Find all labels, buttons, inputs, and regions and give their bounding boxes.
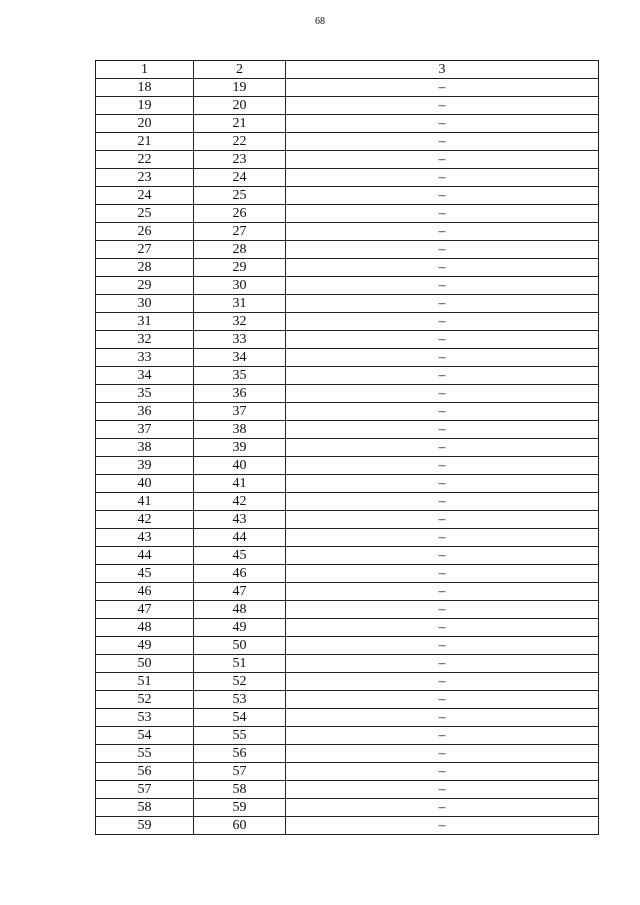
- table-cell-col-2: 34: [194, 349, 286, 367]
- table-cell-col-1: 50: [96, 655, 194, 673]
- table-cell-col-3: –: [286, 511, 599, 529]
- table-cell-col-2: 56: [194, 745, 286, 763]
- table-row: [96, 565, 599, 583]
- table-cell-col-1: 20: [96, 115, 194, 133]
- table-row: [96, 817, 599, 835]
- table-cell-col-3: –: [286, 673, 599, 691]
- table-row: [96, 745, 599, 763]
- table-cell-col-2: 55: [194, 727, 286, 745]
- table-cell-col-2: 23: [194, 151, 286, 169]
- table-cell-col-2: 37: [194, 403, 286, 421]
- table-cell-col-3: –: [286, 349, 599, 367]
- table-row: [96, 799, 599, 817]
- table-cell-col-1: 45: [96, 565, 194, 583]
- table-cell-col-1: 43: [96, 529, 194, 547]
- column-header-3: 3: [286, 61, 599, 79]
- table-cell-col-1: 44: [96, 547, 194, 565]
- table-cell-col-3: –: [286, 781, 599, 799]
- table-cell-col-2: 42: [194, 493, 286, 511]
- table-cell-col-1: 40: [96, 475, 194, 493]
- table-cell-col-2: 46: [194, 565, 286, 583]
- table-cell-col-1: 27: [96, 241, 194, 259]
- table-cell-col-2: 57: [194, 763, 286, 781]
- table-cell-col-2: 54: [194, 709, 286, 727]
- table-cell-col-3: –: [286, 619, 599, 637]
- table-cell-col-3: –: [286, 565, 599, 583]
- table-cell-col-2: 50: [194, 637, 286, 655]
- table-cell-col-2: 35: [194, 367, 286, 385]
- table-cell-col-3: –: [286, 313, 599, 331]
- table-cell-col-2: 40: [194, 457, 286, 475]
- table-cell-col-3: –: [286, 457, 599, 475]
- table-cell-col-1: 41: [96, 493, 194, 511]
- table-cell-col-2: 19: [194, 79, 286, 97]
- table-cell-col-3: –: [286, 439, 599, 457]
- table-cell-col-1: 35: [96, 385, 194, 403]
- table-cell-col-3: –: [286, 421, 599, 439]
- table-row: [96, 277, 599, 295]
- table-row: [96, 241, 599, 259]
- table-cell-col-2: 53: [194, 691, 286, 709]
- table-row: [96, 511, 599, 529]
- table-header: [96, 61, 599, 79]
- table-cell-col-3: –: [286, 79, 599, 97]
- table-cell-col-2: 45: [194, 547, 286, 565]
- table-cell-col-1: 28: [96, 259, 194, 277]
- table-cell-col-3: –: [286, 529, 599, 547]
- table-cell-col-3: –: [286, 493, 599, 511]
- table-row: [96, 79, 599, 97]
- table-cell-col-3: –: [286, 259, 599, 277]
- table-cell-col-2: 51: [194, 655, 286, 673]
- page-number: 68: [315, 16, 325, 27]
- table-cell-col-1: 55: [96, 745, 194, 763]
- table-row: [96, 205, 599, 223]
- table-cell-col-2: 27: [194, 223, 286, 241]
- table-cell-col-2: 26: [194, 205, 286, 223]
- table-row: [96, 673, 599, 691]
- table-row: [96, 115, 599, 133]
- table-cell-col-2: 59: [194, 799, 286, 817]
- table-cell-col-3: –: [286, 223, 599, 241]
- table-cell-col-2: 39: [194, 439, 286, 457]
- table-cell-col-3: –: [286, 691, 599, 709]
- table-row: [96, 187, 599, 205]
- table-row: [96, 169, 599, 187]
- table-row: [96, 655, 599, 673]
- table-cell-col-1: 26: [96, 223, 194, 241]
- table-row: [96, 349, 599, 367]
- column-header-1: 1: [96, 61, 194, 79]
- table-cell-col-2: 28: [194, 241, 286, 259]
- table-row: [96, 367, 599, 385]
- table-row: [96, 223, 599, 241]
- table-row: [96, 385, 599, 403]
- table-cell-col-3: –: [286, 583, 599, 601]
- table-cell-col-3: –: [286, 295, 599, 313]
- table-cell-col-2: 52: [194, 673, 286, 691]
- table-row: [96, 439, 599, 457]
- table-cell-col-2: 47: [194, 583, 286, 601]
- table-cell-col-1: 25: [96, 205, 194, 223]
- table-cell-col-1: 34: [96, 367, 194, 385]
- table-cell-col-3: –: [286, 97, 599, 115]
- table-row: [96, 709, 599, 727]
- table-cell-col-1: 21: [96, 133, 194, 151]
- table-cell-col-3: –: [286, 187, 599, 205]
- table-cell-col-3: –: [286, 133, 599, 151]
- table-row: [96, 601, 599, 619]
- table-cell-col-1: 58: [96, 799, 194, 817]
- table-cell-col-3: –: [286, 277, 599, 295]
- table-cell-col-1: 19: [96, 97, 194, 115]
- table-cell-col-3: –: [286, 799, 599, 817]
- table-row: [96, 583, 599, 601]
- table-row: [96, 259, 599, 277]
- table-cell-col-3: –: [286, 151, 599, 169]
- table-cell-col-1: 31: [96, 313, 194, 331]
- table-cell-col-2: 41: [194, 475, 286, 493]
- table-cell-col-1: 46: [96, 583, 194, 601]
- table-cell-col-2: 32: [194, 313, 286, 331]
- table-row: [96, 475, 599, 493]
- table-cell-col-3: –: [286, 547, 599, 565]
- table-row: [96, 331, 599, 349]
- table-cell-col-1: 36: [96, 403, 194, 421]
- table-row: [96, 457, 599, 475]
- table-cell-col-3: –: [286, 205, 599, 223]
- table-cell-col-1: 48: [96, 619, 194, 637]
- table-row: [96, 637, 599, 655]
- table-row: [96, 421, 599, 439]
- table-cell-col-2: 20: [194, 97, 286, 115]
- table-cell-col-2: 24: [194, 169, 286, 187]
- table-cell-col-3: –: [286, 331, 599, 349]
- table-cell-col-1: 47: [96, 601, 194, 619]
- table-cell-col-3: –: [286, 367, 599, 385]
- table-cell-col-3: –: [286, 709, 599, 727]
- table-row: [96, 313, 599, 331]
- table-cell-col-2: 25: [194, 187, 286, 205]
- table-cell-col-1: 33: [96, 349, 194, 367]
- table-cell-col-2: 60: [194, 817, 286, 835]
- table-cell-col-2: 21: [194, 115, 286, 133]
- table-cell-col-3: –: [286, 637, 599, 655]
- table-cell-col-1: 53: [96, 709, 194, 727]
- table-cell-col-2: 58: [194, 781, 286, 799]
- table-cell-col-2: 38: [194, 421, 286, 439]
- table-cell-col-1: 51: [96, 673, 194, 691]
- table-cell-col-2: 43: [194, 511, 286, 529]
- table-cell-col-3: –: [286, 115, 599, 133]
- table-cell-col-1: 24: [96, 187, 194, 205]
- table-cell-col-3: –: [286, 475, 599, 493]
- table-cell-col-1: 30: [96, 295, 194, 313]
- table-row: [96, 97, 599, 115]
- table-cell-col-1: 22: [96, 151, 194, 169]
- table-cell-col-2: 33: [194, 331, 286, 349]
- table-cell-col-2: 31: [194, 295, 286, 313]
- table-row: [96, 691, 599, 709]
- table-row: [96, 133, 599, 151]
- table-row: [96, 151, 599, 169]
- table-cell-col-3: –: [286, 241, 599, 259]
- table-cell-col-1: 42: [96, 511, 194, 529]
- table-cell-col-1: 59: [96, 817, 194, 835]
- table-cell-col-2: 48: [194, 601, 286, 619]
- table-cell-col-2: 49: [194, 619, 286, 637]
- table-cell-col-1: 49: [96, 637, 194, 655]
- table-row: [96, 493, 599, 511]
- table-cell-col-3: –: [286, 745, 599, 763]
- table-row: [96, 727, 599, 745]
- table-cell-col-1: 52: [96, 691, 194, 709]
- table-cell-col-1: 29: [96, 277, 194, 295]
- table-cell-col-3: –: [286, 169, 599, 187]
- table-cell-col-1: 23: [96, 169, 194, 187]
- table-row: [96, 547, 599, 565]
- table-row: [96, 295, 599, 313]
- table-row: [96, 763, 599, 781]
- table-cell-col-1: 38: [96, 439, 194, 457]
- table-row: [96, 529, 599, 547]
- data-table: [95, 60, 599, 835]
- table-cell-col-1: 18: [96, 79, 194, 97]
- table-cell-col-2: 44: [194, 529, 286, 547]
- table-cell-col-1: 39: [96, 457, 194, 475]
- table-cell-col-1: 57: [96, 781, 194, 799]
- column-header-2: 2: [194, 61, 286, 79]
- table-cell-col-3: –: [286, 727, 599, 745]
- header-row: [96, 61, 599, 79]
- table-cell-col-1: 56: [96, 763, 194, 781]
- table-row: [96, 781, 599, 799]
- table-cell-col-2: 30: [194, 277, 286, 295]
- table-row: [96, 403, 599, 421]
- table-cell-col-3: –: [286, 601, 599, 619]
- table-cell-col-1: 32: [96, 331, 194, 349]
- table-cell-col-3: –: [286, 655, 599, 673]
- table-cell-col-3: –: [286, 817, 599, 835]
- table-cell-col-2: 22: [194, 133, 286, 151]
- table-cell-col-3: –: [286, 385, 599, 403]
- table-cell-col-3: –: [286, 403, 599, 421]
- table-row: [96, 619, 599, 637]
- table-cell-col-2: 36: [194, 385, 286, 403]
- table-cell-col-1: 37: [96, 421, 194, 439]
- table-body: [96, 79, 599, 835]
- table-cell-col-3: –: [286, 763, 599, 781]
- table-cell-col-1: 54: [96, 727, 194, 745]
- table-cell-col-2: 29: [194, 259, 286, 277]
